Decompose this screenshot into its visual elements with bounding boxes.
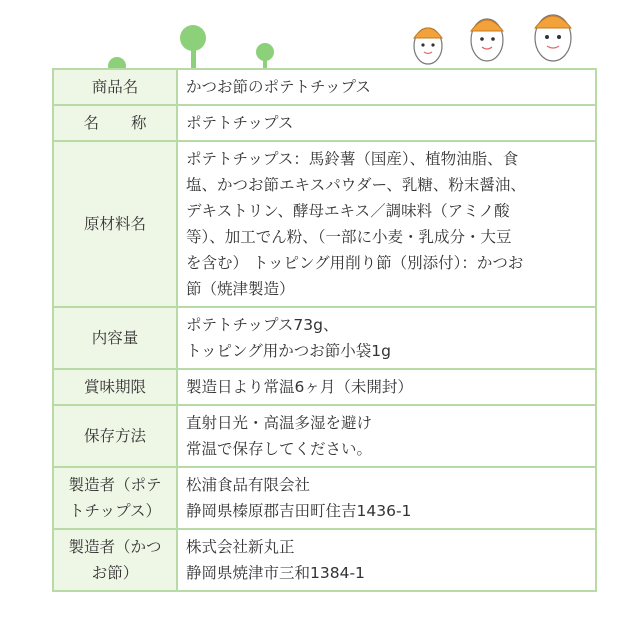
row-value-manufacturer-chips: 松浦食品有限会社 静岡県榛原郡吉田町住吉1436-1 [177, 467, 596, 529]
row-header-name: 名 称 [53, 105, 177, 141]
row-value-storage: 直射日光・高温多湿を避け 常温で保存してください。 [177, 405, 596, 467]
row-value-name: ポテトチップス [177, 105, 596, 141]
row-header-product-name: 商品名 [53, 69, 177, 105]
potato-mascot-icon [471, 19, 503, 61]
row-value-manufacturer-katsuobushi: 株式会社新丸正 静岡県焼津市三和1384-1 [177, 529, 596, 591]
table-row [53, 369, 596, 405]
tree-icon [180, 25, 206, 72]
table-row [53, 307, 596, 369]
row-header-storage: 保存方法 [53, 405, 177, 467]
row-value-product-name: かつお節のポテトチップス [177, 69, 596, 105]
table-row [53, 69, 596, 105]
row-value-ingredients: ポテトチップス：馬鈴薯（国産）、植物油脂、食 塩、かつお節エキスパウダー、乳糖、粉末醤油、 デキストリン、酵母エキス／調味料（アミノ酸 等）、加工でん粉、（一部に小麦・乳成分・大豆 を含む） トッピング用削り節（別添付）：かつお 節（焼津製造） [177, 141, 596, 307]
row-value-content: ポテトチップス73g、 トッピング用かつお節小袋1g [177, 307, 596, 369]
row-header-content: 内容量 [53, 307, 177, 369]
product-spec-table [52, 68, 597, 592]
row-header-ingredients: 原材料名 [53, 141, 177, 307]
row-value-best-before: 製造日より常温6ヶ月（未開封） [177, 369, 596, 405]
table-row [53, 141, 596, 307]
table-row [53, 105, 596, 141]
header-decoration [0, 0, 640, 72]
row-header-manufacturer-katsuobushi: 製造者（かつ お節） [53, 529, 177, 591]
potato-mascot-icon [535, 15, 571, 61]
table-row [53, 405, 596, 467]
row-header-best-before: 賞味期限 [53, 369, 177, 405]
table-row [53, 467, 596, 529]
potato-mascot-icon [414, 28, 442, 64]
row-header-manufacturer-chips: 製造者（ポテ トチップス） [53, 467, 177, 529]
table-row [53, 529, 596, 591]
